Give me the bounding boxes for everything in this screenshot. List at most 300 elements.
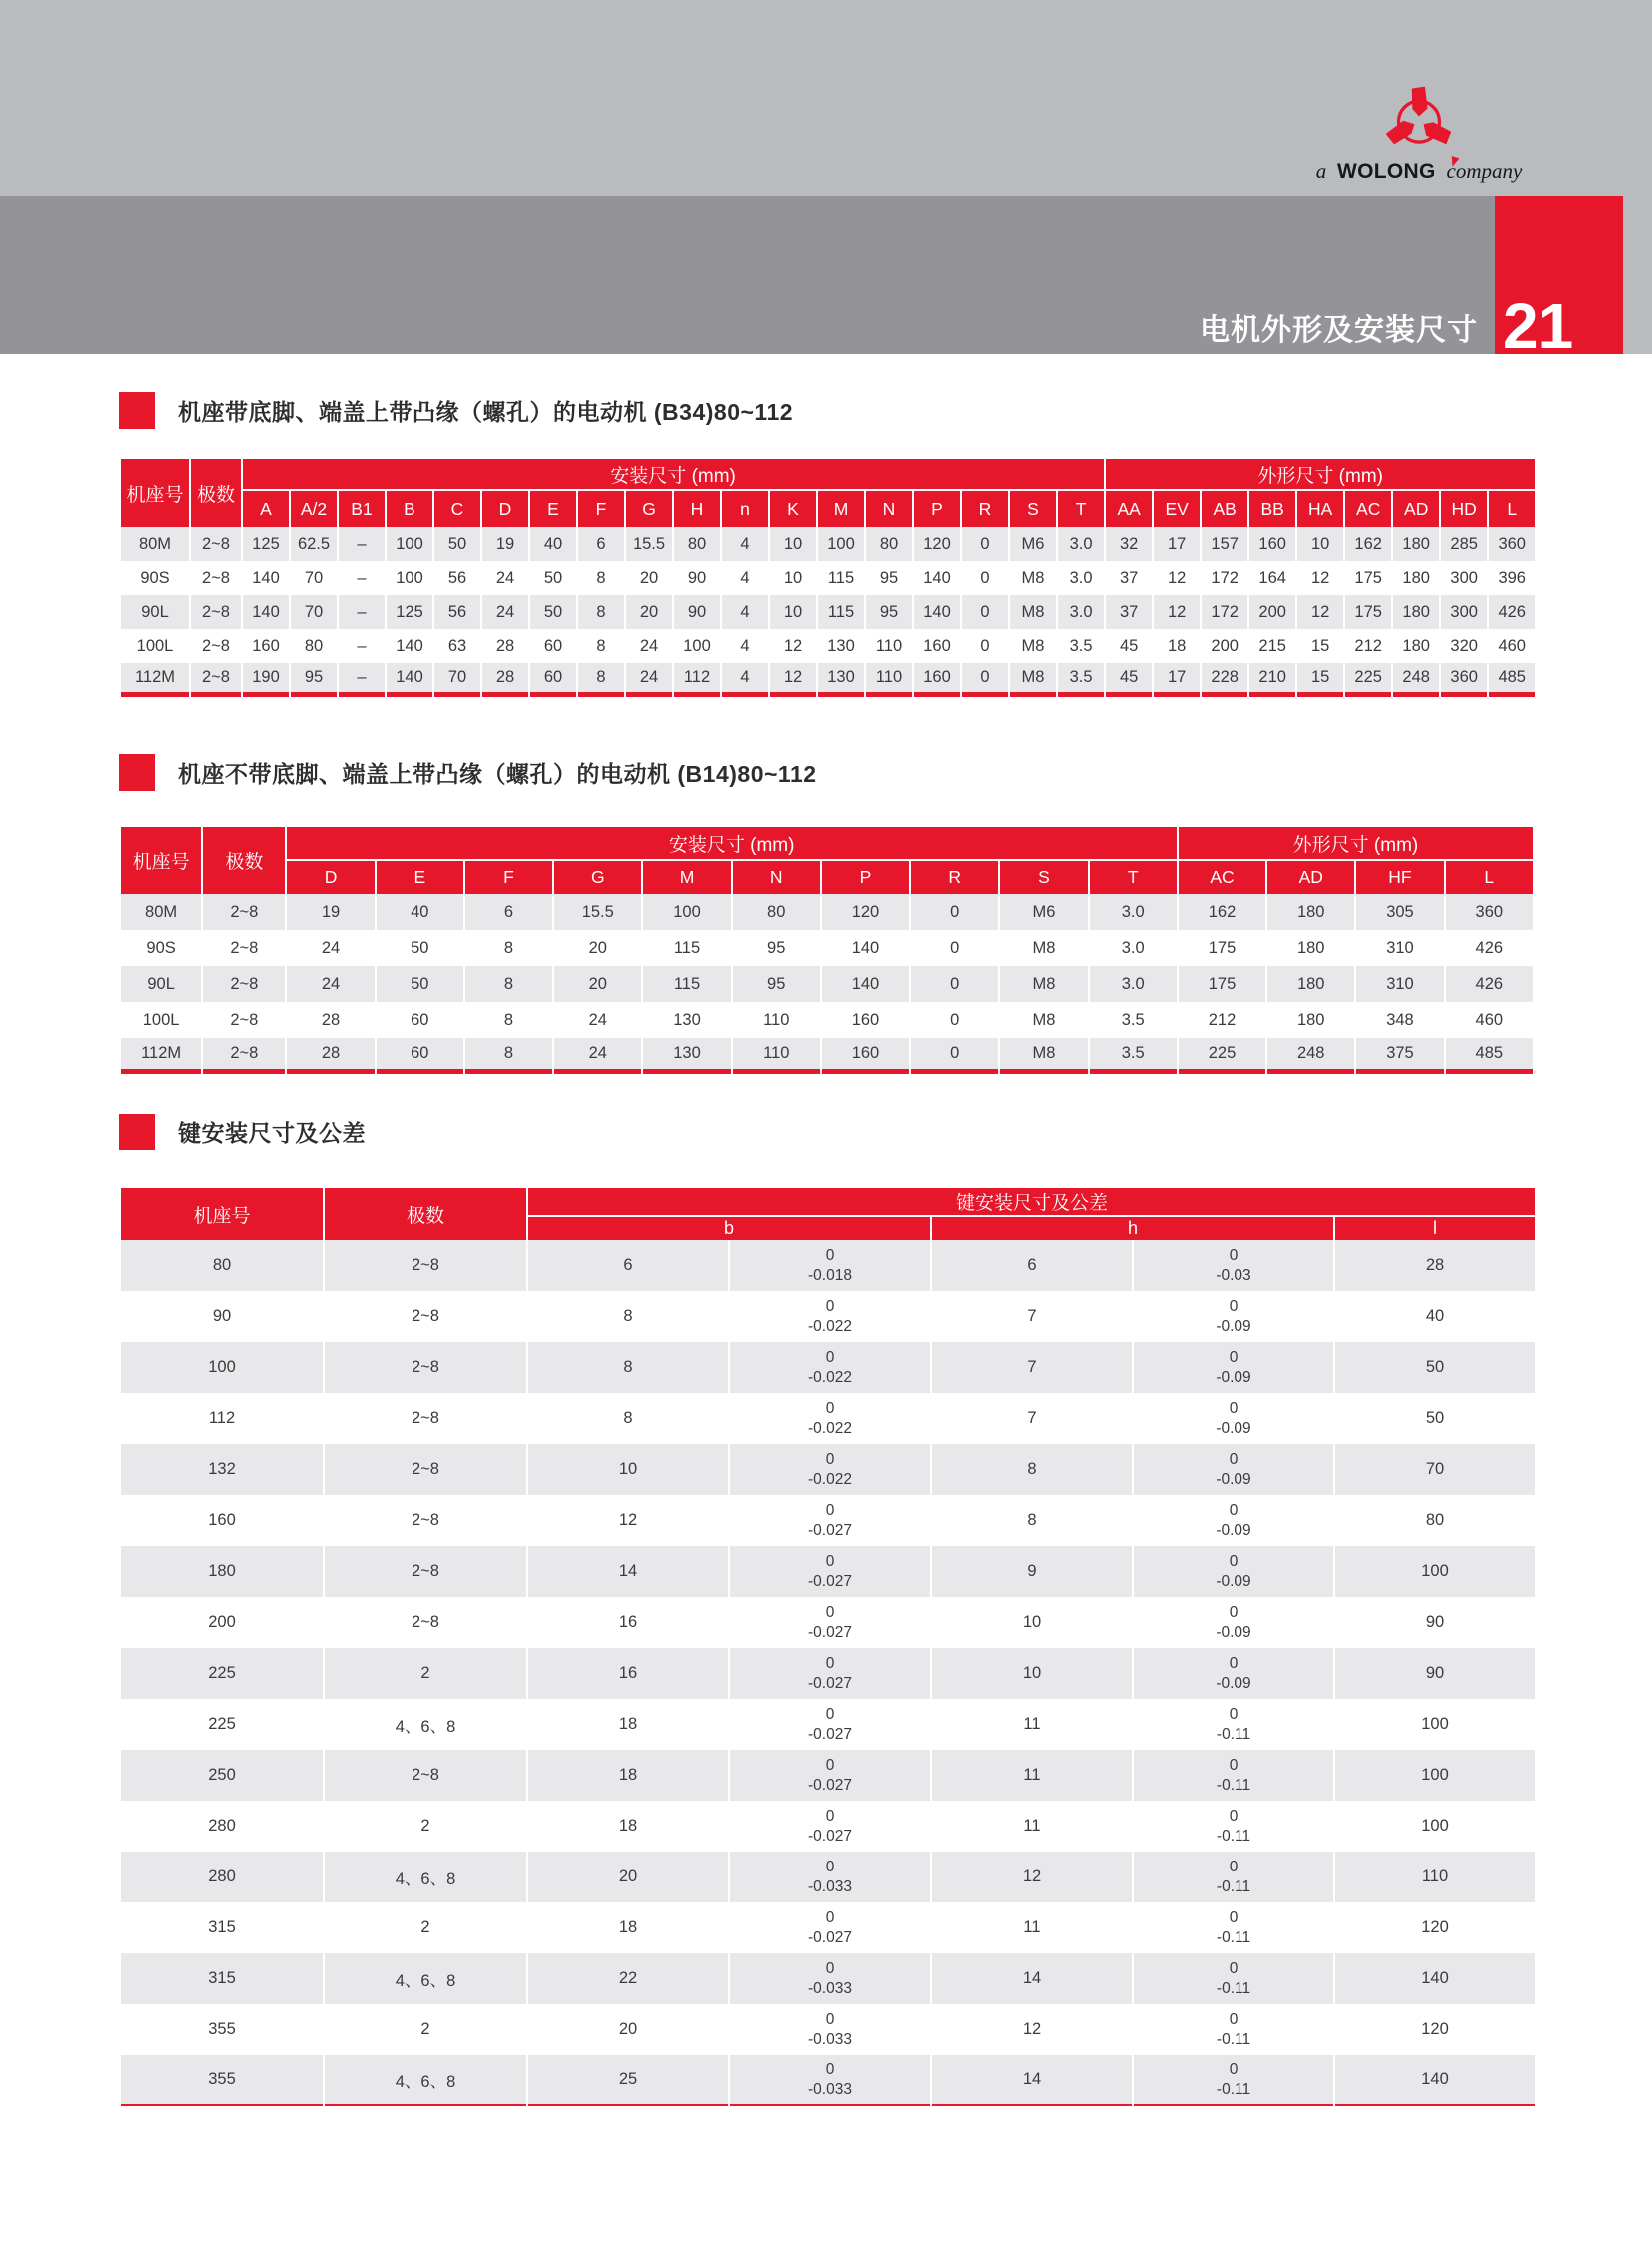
value-cell: 50 — [434, 527, 480, 561]
value-cell: 120 — [1335, 2004, 1535, 2055]
value-cell: 0 — [911, 1038, 998, 1074]
value-cell: 28 — [482, 663, 528, 697]
value-cell: 426 — [1446, 966, 1533, 1002]
b34-dimensions-table — [119, 459, 1537, 697]
value-cell: 0 — [962, 561, 1008, 595]
tolerance-cell: 0 -0.027 — [730, 1495, 930, 1546]
column-group-key: 键安装尺寸及公差 — [528, 1188, 1535, 1217]
poles-cell: 2~8 — [191, 561, 241, 595]
value-cell: 50 — [530, 561, 576, 595]
value-cell: 3.0 — [1090, 966, 1177, 1002]
value-cell: 3.5 — [1090, 1038, 1177, 1074]
value-cell: 24 — [626, 629, 672, 663]
value-cell: 45 — [1106, 663, 1152, 697]
tolerance-cell: 0 -0.033 — [730, 1953, 930, 2004]
value-cell: 6 — [932, 1240, 1132, 1291]
value-cell: 80 — [291, 629, 337, 663]
value-cell: 28 — [1335, 1240, 1535, 1291]
value-cell: 60 — [530, 663, 576, 697]
value-cell: 12 — [932, 1852, 1132, 1902]
section-heading-b14 — [119, 754, 817, 791]
column-header-h: h — [932, 1217, 1333, 1240]
tolerance-cell: 0 -0.11 — [1134, 2055, 1333, 2106]
value-cell: 8 — [932, 1495, 1132, 1546]
value-cell: 115 — [818, 595, 864, 629]
value-cell: 215 — [1249, 629, 1295, 663]
value-cell: 160 — [822, 1038, 909, 1074]
table-row — [121, 1699, 1535, 1750]
value-cell: 24 — [287, 966, 374, 1002]
value-cell: 50 — [530, 595, 576, 629]
value-cell: 50 — [377, 930, 463, 966]
table-row — [121, 1291, 1535, 1342]
value-cell: 4 — [722, 629, 768, 663]
value-cell: 20 — [554, 930, 641, 966]
column-header: P — [822, 861, 909, 894]
value-cell: 140 — [914, 561, 960, 595]
value-cell: 16 — [528, 1597, 728, 1648]
column-header: M — [818, 491, 864, 527]
value-cell: 24 — [482, 561, 528, 595]
section-heading-key — [119, 1114, 366, 1150]
frame-cell: 100 — [121, 1342, 323, 1393]
value-cell: 172 — [1202, 595, 1247, 629]
value-cell: 20 — [528, 2004, 728, 2055]
poles-cell: 2~8 — [191, 663, 241, 697]
column-header: G — [626, 491, 672, 527]
poles-cell: 2 — [325, 1801, 526, 1852]
value-cell: 110 — [733, 1002, 820, 1038]
value-cell: 10 — [770, 595, 816, 629]
value-cell: 12 — [932, 2004, 1132, 2055]
table-row — [121, 966, 1533, 1002]
column-header: A/2 — [291, 491, 337, 527]
value-cell: 125 — [387, 595, 432, 629]
subheader-row — [121, 861, 1533, 894]
tolerance-cell: 0 -0.027 — [730, 1902, 930, 1953]
value-cell: 63 — [434, 629, 480, 663]
value-cell: 160 — [914, 629, 960, 663]
table-row — [121, 1495, 1535, 1546]
column-header: R — [911, 861, 998, 894]
value-cell: 28 — [482, 629, 528, 663]
table-row — [121, 1750, 1535, 1801]
value-cell: 485 — [1446, 1038, 1533, 1074]
value-cell: 460 — [1446, 1002, 1533, 1038]
value-cell: 110 — [866, 629, 912, 663]
value-cell: 100 — [818, 527, 864, 561]
value-cell: 95 — [733, 966, 820, 1002]
value-cell: 8 — [465, 1038, 552, 1074]
value-cell: 24 — [482, 595, 528, 629]
table-row — [121, 1953, 1535, 2004]
value-cell: 15.5 — [554, 894, 641, 930]
column-header-poles: 极数 — [203, 827, 285, 894]
value-cell: 14 — [932, 1953, 1132, 2004]
column-header-b: b — [528, 1217, 930, 1240]
header-band-light-right — [1623, 196, 1652, 354]
table-row — [121, 561, 1535, 595]
tolerance-cell: 0 -0.11 — [1134, 1902, 1333, 1953]
column-header: A — [243, 491, 289, 527]
value-cell: 115 — [818, 561, 864, 595]
value-cell: 140 — [1335, 1953, 1535, 2004]
value-cell: 164 — [1249, 561, 1295, 595]
value-cell: 8 — [932, 1444, 1132, 1495]
frame-cell: 100L — [121, 629, 189, 663]
wolong-trefoil-icon — [1386, 86, 1452, 152]
column-header: B1 — [339, 491, 385, 527]
table-row — [121, 1546, 1535, 1597]
section-bullet-icon — [119, 392, 155, 429]
poles-cell: 2~8 — [203, 966, 285, 1002]
value-cell: 140 — [1335, 2055, 1535, 2106]
tolerance-cell: 0 -0.11 — [1134, 1801, 1333, 1852]
value-cell: 3.5 — [1090, 1002, 1177, 1038]
frame-cell: 160 — [121, 1495, 323, 1546]
tolerance-cell: 0 -0.022 — [730, 1393, 930, 1444]
poles-cell: 2~8 — [325, 1546, 526, 1597]
value-cell: M8 — [1000, 930, 1087, 966]
value-cell: 115 — [643, 966, 730, 1002]
table-row — [121, 1902, 1535, 1953]
value-cell: 180 — [1267, 930, 1354, 966]
value-cell: 140 — [243, 595, 289, 629]
frame-cell: 80 — [121, 1240, 323, 1291]
table-row — [121, 1597, 1535, 1648]
value-cell: 10 — [932, 1597, 1132, 1648]
value-cell: M8 — [1010, 629, 1056, 663]
frame-cell: 315 — [121, 1953, 323, 2004]
tolerance-cell: 0 -0.027 — [730, 1801, 930, 1852]
value-cell: 300 — [1441, 561, 1487, 595]
value-cell: 32 — [1106, 527, 1152, 561]
frame-cell: 90S — [121, 561, 189, 595]
value-cell: 12 — [528, 1495, 728, 1546]
table-row — [121, 527, 1535, 561]
poles-cell: 2~8 — [325, 1750, 526, 1801]
value-cell: 11 — [932, 1750, 1132, 1801]
value-cell: – — [339, 663, 385, 697]
value-cell: 18 — [528, 1750, 728, 1801]
tolerance-cell: 0 -0.09 — [1134, 1342, 1333, 1393]
column-header: M — [643, 861, 730, 894]
poles-cell: 2~8 — [203, 1002, 285, 1038]
value-cell: 10 — [1297, 527, 1343, 561]
value-cell: 100 — [643, 894, 730, 930]
brand-suffix: company — [1446, 159, 1523, 183]
value-cell: 6 — [465, 894, 552, 930]
frame-cell: 80M — [121, 894, 201, 930]
value-cell: 157 — [1202, 527, 1247, 561]
value-cell: 100 — [1335, 1546, 1535, 1597]
value-cell: 15 — [1297, 663, 1343, 697]
value-cell: 8 — [465, 966, 552, 1002]
table-row — [121, 629, 1535, 663]
poles-cell: 2~8 — [325, 1444, 526, 1495]
value-cell: 8 — [528, 1393, 728, 1444]
value-cell: 248 — [1393, 663, 1439, 697]
tolerance-cell: 0 -0.027 — [730, 1750, 930, 1801]
column-header-poles: 极数 — [325, 1188, 526, 1240]
table-row — [121, 1852, 1535, 1902]
value-cell: 115 — [643, 930, 730, 966]
value-cell: 70 — [1335, 1444, 1535, 1495]
value-cell: 28 — [287, 1038, 374, 1074]
frame-cell: 80M — [121, 527, 189, 561]
column-header: C — [434, 491, 480, 527]
value-cell: 0 — [962, 663, 1008, 697]
value-cell: – — [339, 527, 385, 561]
value-cell: 8 — [528, 1291, 728, 1342]
value-cell: 80 — [1335, 1495, 1535, 1546]
value-cell: 22 — [528, 1953, 728, 2004]
value-cell: 110 — [866, 663, 912, 697]
value-cell: 175 — [1345, 595, 1391, 629]
table-row — [121, 1801, 1535, 1852]
tolerance-cell: 0 -0.09 — [1134, 1495, 1333, 1546]
poles-cell: 2~8 — [203, 894, 285, 930]
value-cell: 18 — [1154, 629, 1200, 663]
value-cell: 70 — [434, 663, 480, 697]
value-cell: 120 — [914, 527, 960, 561]
value-cell: M8 — [1000, 1002, 1087, 1038]
poles-cell: 2 — [325, 1902, 526, 1953]
value-cell: 20 — [528, 1852, 728, 1902]
section-title: 机座带底脚、端盖上带凸缘（螺孔）的电动机 (B34)80~112 — [178, 399, 794, 425]
value-cell: 10 — [770, 561, 816, 595]
poles-cell: 2~8 — [325, 1240, 526, 1291]
value-cell: 20 — [554, 966, 641, 1002]
value-cell: 160 — [914, 663, 960, 697]
value-cell: 18 — [528, 1801, 728, 1852]
page-number: 21 — [1503, 290, 1573, 362]
table-row — [121, 1393, 1535, 1444]
value-cell: 180 — [1267, 966, 1354, 1002]
value-cell: 112 — [674, 663, 720, 697]
table-row — [121, 1444, 1535, 1495]
column-header-poles: 极数 — [191, 459, 241, 527]
tolerance-cell: 0 -0.03 — [1134, 1240, 1333, 1291]
value-cell: 18 — [528, 1699, 728, 1750]
value-cell: 140 — [822, 930, 909, 966]
value-cell: 360 — [1446, 894, 1533, 930]
value-cell: 40 — [1335, 1291, 1535, 1342]
value-cell: 11 — [932, 1801, 1132, 1852]
column-header: L — [1489, 491, 1535, 527]
value-cell: 15 — [1297, 629, 1343, 663]
section-title: 机座不带底脚、端盖上带凸缘（螺孔）的电动机 (B14)80~112 — [178, 761, 817, 787]
column-header: AC — [1345, 491, 1391, 527]
tolerance-cell: 0 -0.027 — [730, 1699, 930, 1750]
value-cell: 37 — [1106, 595, 1152, 629]
value-cell: 320 — [1441, 629, 1487, 663]
column-header: H — [674, 491, 720, 527]
value-cell: M8 — [1010, 595, 1056, 629]
value-cell: 140 — [387, 663, 432, 697]
value-cell: 3.5 — [1058, 629, 1104, 663]
table-row — [121, 595, 1535, 629]
frame-cell: 180 — [121, 1546, 323, 1597]
frame-cell: 225 — [121, 1648, 323, 1699]
frame-cell: 280 — [121, 1852, 323, 1902]
poles-cell: 4、6、8 — [325, 2055, 526, 2106]
tolerance-cell: 0 -0.022 — [730, 1444, 930, 1495]
value-cell: 8 — [465, 930, 552, 966]
tolerance-cell: 0 -0.018 — [730, 1240, 930, 1291]
value-cell: 375 — [1356, 1038, 1443, 1074]
value-cell: 14 — [528, 1546, 728, 1597]
value-cell: 175 — [1179, 930, 1265, 966]
poles-cell: 2~8 — [325, 1393, 526, 1444]
value-cell: 110 — [1335, 1852, 1535, 1902]
value-cell: 396 — [1489, 561, 1535, 595]
poles-cell: 2 — [325, 2004, 526, 2055]
value-cell: 0 — [911, 966, 998, 1002]
value-cell: 20 — [626, 561, 672, 595]
column-header: S — [1000, 861, 1087, 894]
value-cell: 95 — [733, 930, 820, 966]
value-cell: 50 — [1335, 1342, 1535, 1393]
column-group-outline: 外形尺寸 (mm) — [1106, 459, 1535, 491]
value-cell: 15.5 — [626, 527, 672, 561]
value-cell: 3.0 — [1090, 930, 1177, 966]
value-cell: 12 — [770, 663, 816, 697]
column-header: HD — [1441, 491, 1487, 527]
column-header: K — [770, 491, 816, 527]
section-bullet-icon — [119, 754, 155, 791]
frame-cell: 355 — [121, 2004, 323, 2055]
value-cell: 60 — [377, 1038, 463, 1074]
column-header-frame: 机座号 — [121, 1188, 323, 1240]
value-cell: 3.0 — [1058, 527, 1104, 561]
frame-cell: 355 — [121, 2055, 323, 2106]
column-header: AC — [1179, 861, 1265, 894]
poles-cell: 2~8 — [191, 527, 241, 561]
tolerance-cell: 0 -0.027 — [730, 1546, 930, 1597]
value-cell: 12 — [1154, 595, 1200, 629]
poles-cell: 2~8 — [325, 1291, 526, 1342]
value-cell: 3.0 — [1058, 595, 1104, 629]
value-cell: 426 — [1489, 595, 1535, 629]
value-cell: 175 — [1179, 966, 1265, 1002]
value-cell: 200 — [1249, 595, 1295, 629]
value-cell: 8 — [578, 663, 624, 697]
column-group-install: 安装尺寸 (mm) — [287, 827, 1176, 861]
value-cell: M8 — [1010, 663, 1056, 697]
value-cell: 485 — [1489, 663, 1535, 697]
value-cell: 0 — [911, 930, 998, 966]
value-cell: 4 — [722, 663, 768, 697]
value-cell: 100 — [1335, 1750, 1535, 1801]
frame-cell: 225 — [121, 1699, 323, 1750]
value-cell: 180 — [1393, 527, 1439, 561]
value-cell: 90 — [1335, 1597, 1535, 1648]
tolerance-cell: 0 -0.11 — [1134, 1852, 1333, 1902]
chapter-title: 电机外形及安装尺寸 — [1200, 314, 1478, 347]
value-cell: 200 — [1202, 629, 1247, 663]
tolerance-cell: 0 -0.027 — [730, 1648, 930, 1699]
column-header: HF — [1356, 861, 1443, 894]
section-title: 键安装尺寸及公差 — [178, 1120, 366, 1146]
value-cell: 180 — [1393, 595, 1439, 629]
frame-cell: 112M — [121, 663, 189, 697]
value-cell: 360 — [1489, 527, 1535, 561]
value-cell: 140 — [387, 629, 432, 663]
value-cell: 0 — [962, 629, 1008, 663]
brand-prefix: a — [1315, 159, 1327, 183]
value-cell: 24 — [554, 1038, 641, 1074]
table-row — [121, 894, 1533, 930]
value-cell: 80 — [674, 527, 720, 561]
poles-cell: 2~8 — [203, 930, 285, 966]
value-cell: 16 — [528, 1648, 728, 1699]
value-cell: 8 — [528, 1342, 728, 1393]
value-cell: 248 — [1267, 1038, 1354, 1074]
value-cell: 95 — [291, 663, 337, 697]
tolerance-cell: 0 -0.022 — [730, 1291, 930, 1342]
value-cell: 56 — [434, 595, 480, 629]
value-cell: 160 — [1249, 527, 1295, 561]
value-cell: 130 — [643, 1038, 730, 1074]
tolerance-cell: 0 -0.09 — [1134, 1597, 1333, 1648]
value-cell: 360 — [1441, 663, 1487, 697]
value-cell: – — [339, 629, 385, 663]
value-cell: M8 — [1000, 1038, 1087, 1074]
value-cell: 40 — [377, 894, 463, 930]
column-header: n — [722, 491, 768, 527]
value-cell: 125 — [243, 527, 289, 561]
value-cell: 95 — [866, 595, 912, 629]
table-row — [121, 2004, 1535, 2055]
value-cell: 10 — [932, 1648, 1132, 1699]
value-cell: 80 — [733, 894, 820, 930]
poles-cell: 4、6、8 — [325, 1699, 526, 1750]
column-header: F — [465, 861, 552, 894]
value-cell: 19 — [287, 894, 374, 930]
column-header: AA — [1106, 491, 1152, 527]
column-header: AD — [1393, 491, 1439, 527]
value-cell: 8 — [465, 1002, 552, 1038]
value-cell: 310 — [1356, 930, 1443, 966]
column-header: D — [482, 491, 528, 527]
frame-cell: 90 — [121, 1291, 323, 1342]
poles-cell: 2~8 — [325, 1597, 526, 1648]
section-heading-b34 — [119, 392, 793, 429]
value-cell: 10 — [770, 527, 816, 561]
value-cell: 212 — [1179, 1002, 1265, 1038]
column-header-frame: 机座号 — [121, 459, 189, 527]
table-row — [121, 1648, 1535, 1699]
value-cell: 0 — [911, 1002, 998, 1038]
value-cell: 305 — [1356, 894, 1443, 930]
column-header: B — [387, 491, 432, 527]
table-row — [121, 1038, 1533, 1074]
value-cell: 460 — [1489, 629, 1535, 663]
value-cell: 10 — [528, 1444, 728, 1495]
value-cell: – — [339, 595, 385, 629]
value-cell: 100 — [1335, 1801, 1535, 1852]
value-cell: 28 — [287, 1002, 374, 1038]
value-cell: 426 — [1446, 930, 1533, 966]
column-header: T — [1090, 861, 1177, 894]
frame-cell: 90L — [121, 595, 189, 629]
value-cell: 3.0 — [1058, 561, 1104, 595]
value-cell: 37 — [1106, 561, 1152, 595]
value-cell: 348 — [1356, 1002, 1443, 1038]
subheader-row — [121, 491, 1535, 527]
column-header: S — [1010, 491, 1056, 527]
